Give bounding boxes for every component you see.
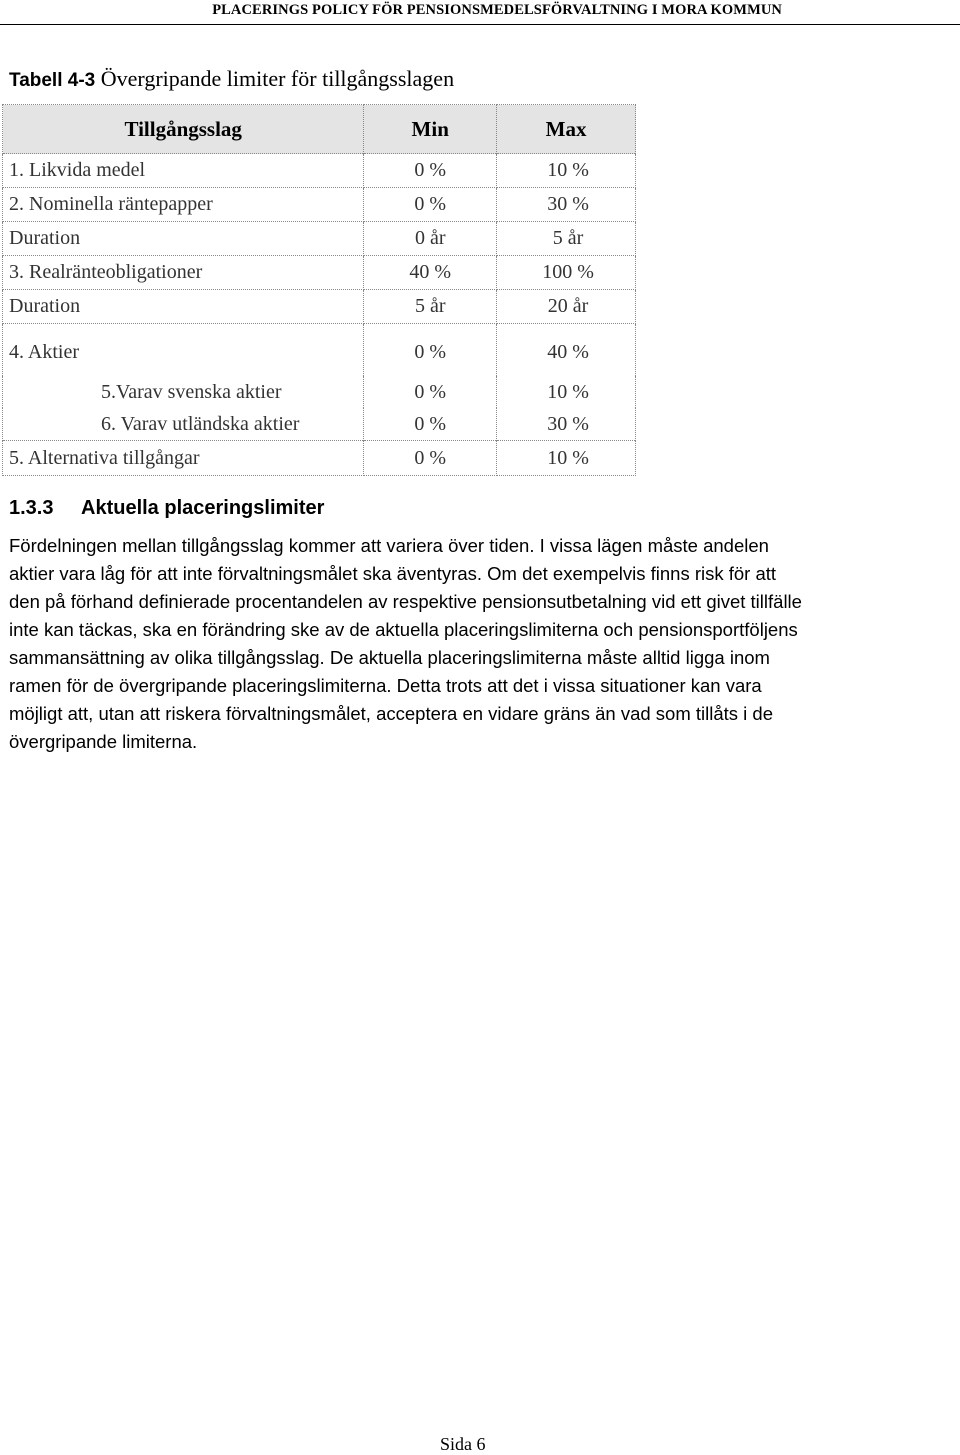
row-name: 2. Nominella räntepapper — [3, 188, 364, 222]
row-max: 30 % — [497, 188, 636, 222]
page-number: Sida 6 — [440, 1434, 486, 1454]
paragraph-line: ramen för de övergripande placeringslimiterna. Detta trots att det i vissa situationer kan vara — [9, 675, 762, 696]
table-row — [3, 324, 636, 377]
table-row — [3, 222, 636, 256]
row-min: 0 % — [364, 154, 497, 188]
table-caption — [9, 66, 454, 92]
paragraph-line: aktier vara låg för att inte förvaltningsmålet ska äventyras. Om det exempelvis finns risk för att — [9, 563, 777, 584]
header-title: PLACERINGS POLICY FÖR PENSIONSMEDELSFÖRVALTNING I MORA KOMMUN — [212, 2, 782, 18]
row-min: 0 % — [364, 441, 497, 476]
section-title: Aktuella placeringslimiter — [81, 497, 325, 519]
body-paragraph — [9, 532, 954, 756]
asset-limits-table — [2, 104, 636, 476]
table-row — [3, 441, 636, 476]
row-max: 20 år — [497, 290, 636, 324]
section-heading — [9, 497, 324, 520]
table-row — [3, 154, 636, 188]
row-name: 6. Varav utländska aktier — [3, 408, 364, 441]
row-max: 10 % — [497, 376, 636, 408]
row-min: 40 % — [364, 256, 497, 290]
header-min: Min — [364, 105, 497, 154]
row-name: 4. Aktier — [3, 324, 364, 377]
row-min: 0 år — [364, 222, 497, 256]
header-asset-class: Tillgångsslag — [3, 105, 364, 154]
paragraph-line: den på förhand definierade procentandelen av respektive pensionsutbetalning vid ett givet tillfälle — [9, 591, 802, 612]
paragraph-line: övergripande limiterna. — [9, 731, 198, 752]
row-max: 10 % — [497, 441, 636, 476]
row-min: 0 % — [364, 188, 497, 222]
table-row — [3, 290, 636, 324]
row-max: 100 % — [497, 256, 636, 290]
row-min: 0 % — [364, 376, 497, 408]
table-row — [3, 376, 636, 408]
row-min: 0 % — [364, 324, 497, 377]
table-row — [3, 188, 636, 222]
table-row — [3, 256, 636, 290]
row-name: Duration — [3, 222, 364, 256]
paragraph-line: möjligt att, utan att riskera förvaltningsmålet, acceptera en vidare gräns än vad som tillåts i de — [9, 703, 774, 724]
section-number: 1.3.3 — [9, 497, 54, 519]
paragraph-line: sammansättning av olika tillgångsslag. De aktuella placeringslimiterna måste alltid ligga inom — [9, 647, 770, 668]
caption-label: Tabell 4-3 — [9, 70, 96, 91]
row-name: Duration — [3, 290, 364, 324]
row-max: 10 % — [497, 154, 636, 188]
paragraph-line: inte kan täckas, ska en förändring ske av de aktuella placeringslimiterna och pensionsportföljens — [9, 619, 798, 640]
table-row — [3, 408, 636, 441]
row-min: 0 % — [364, 408, 497, 441]
header-max: Max — [497, 105, 636, 154]
row-min: 5 år — [364, 290, 497, 324]
row-name: 5.Varav svenska aktier — [3, 376, 364, 408]
table-header-row — [3, 105, 636, 154]
caption-text: Övergripande limiter för tillgångsslagen — [100, 66, 455, 91]
row-max: 40 % — [497, 324, 636, 377]
row-name: 1. Likvida medel — [3, 154, 364, 188]
row-max: 30 % — [497, 408, 636, 441]
row-max: 5 år — [497, 222, 636, 256]
row-name: 3. Realränteobligationer — [3, 256, 364, 290]
page-header — [0, 0, 960, 25]
row-name: 5. Alternativa tillgångar — [3, 441, 364, 476]
paragraph-line: Fördelningen mellan tillgångsslag kommer att variera över tiden. I vissa lägen måste andelen — [9, 535, 769, 556]
